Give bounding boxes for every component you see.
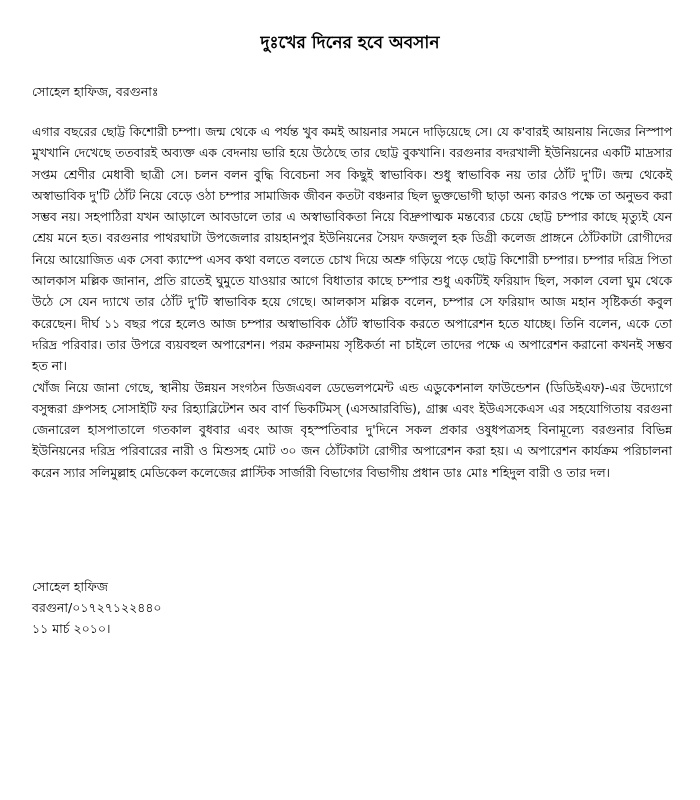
signature-name: সোহেল হাফিজ bbox=[32, 579, 108, 594]
article-body bbox=[32, 122, 672, 484]
signature-contact: বরগুনা/০১৭২৭১২২৪৪০ bbox=[32, 600, 162, 615]
signature-date: ১১ মার্চ ২০১০। bbox=[32, 621, 111, 636]
byline: সোহেল হাফিজ, বরগুনাঃ bbox=[32, 84, 159, 99]
paragraph: খোঁজ নিয়ে জানা গেছে, স্থানীয় উন্নয়ন সংগঠন ডিজএবল ডেভেলপমেন্ট এন্ড এডুকেশনাল ফাউন্ডেশন (ডিডিইএফ)-এর উদ্যোগে বসুন্ধরা গ্রুপসহ সোসাইটি ফর রিহ্যাব্লিটেশন অব বার্ণ ভিকটিমস্ (এসআরবিভি), গ্রাক্স এবং ইউএসকেএস এর সহযোগিতায় বরগুনা জেনারেল হাসপাতালে গতকাল বুধবার এবং আজ বৃহস্পতিবার দু'দিনে সকল প্রকার ওষুধপত্রসহ বিনামূল্যে বরগুনার বিভিন্ন ইউনিয়নের দরিদ্র পরিবারের নারী ও মিশুসহ মোট ৩০ জন ঠোঁটকাটা রোগীর অপারেশন করা হয়। এ অপারেশন কার্যক্রম পরিচালনা করেন স্যার সলিমুল্লাহ মেডিকেল কলেজের প্লাস্টিক সার্জারী বিভাগের বিভাগীয় প্রধান ডাঃ মোঃ শহিদুল বারী ও তার দল। bbox=[32, 380, 672, 480]
paragraph: এগার বছরের ছোট্ট কিশোরী চম্পা। জন্ম থেকে এ পর্যন্ত খুব কমই আয়নার সমনে দাড়িয়েছে সে। যে ক'বারই আয়নায় নিজের নিস্পাপ মুখখানি দেখেছে ততবারই অব্যক্ত এক বেদনায় ভারি হয়ে উঠেছে তার ছোট্ট বুকখানি। বরগুনার বদরখালী ইউনিয়নের একটি মাদ্রসার সপ্তম শ্রেণীর মেধাবী ছাত্রী সে। চলন বলন বুদ্ধি বিবেচনা সব কিছুই স্বাভাবিক। শুধু স্বাভাবিক নয় তার ঠোঁট দু'টি। জন্ম থেকেই অস্বাভাবিক দু'টি ঠোঁট নিয়ে বেড়ে ওঠা চম্পার সামাজিক জীবন কতটা বঞ্চনার ছিল ভুক্তভোগী ছাড়া অন্য কারও পক্ষে তা অনুভব করা সম্ভব নয়। সহপাঠিরা যখন আড়ালে আবডালে তার এ অস্বাভাবিকতা নিয়ে বিদ্রুপাত্মক মন্তব্যের চেয়ে ছোট্ট চম্পার কাছে মৃত্যুই যেন শ্রেয় মনে হত। বরগুনার পাথরঘাটা উপজেলার রায়হানপুর ইউনিয়নের সৈয়দ ফজলুল হক ডিগ্রী কলেজ প্রাঙ্গনে ঠোঁটকাটা রোগীদের নিয়ে আয়োজিত এক সেবা ক্যাম্পে এসব কথা বলতে বলতে চোখ দিয়ে অশ্রু গড়িয়ে পড়ে ছোট্ট কিশোরী চম্পার। চম্পার দরিদ্র পিতা আলকাস মল্লিক জানান, প্রতি রাতেই ঘুমুতে যাওয়ার আগে বিধাতার কাছে চম্পার শুধু একটিই ফরিয়াদ ছিল, সকাল বেলা ঘুম থেকে উঠে সে যেন দ্যাখে তার ঠোঁট দু'টি স্বাভাবিক হয়ে গেছে। আলকাস মল্লিক বলেন, চম্পার সে ফরিয়াদ আজ মহান সৃষ্টিকর্তা কবুল করেছেন। দীর্ঘ ১১ বছর পরে হলেও আজ চম্পার অস্বাভাবিক ঠোঁট স্বাভাবিক করতে অপারেশন হতে যাচ্ছে। তিনি বলেন, একে তো দরিদ্র পরিবার। তার উপরে ব্যয়বহুল অপারেশন। পরম করুনাময় সৃষ্টিকর্তা না চাইলে তাদের পক্ষে এ অপারেশন করানো কখনই সম্ভব হত না। bbox=[32, 125, 672, 374]
document-title: দুঃখের দিনের হবে অবসান bbox=[260, 33, 440, 53]
signature-block bbox=[32, 576, 162, 639]
